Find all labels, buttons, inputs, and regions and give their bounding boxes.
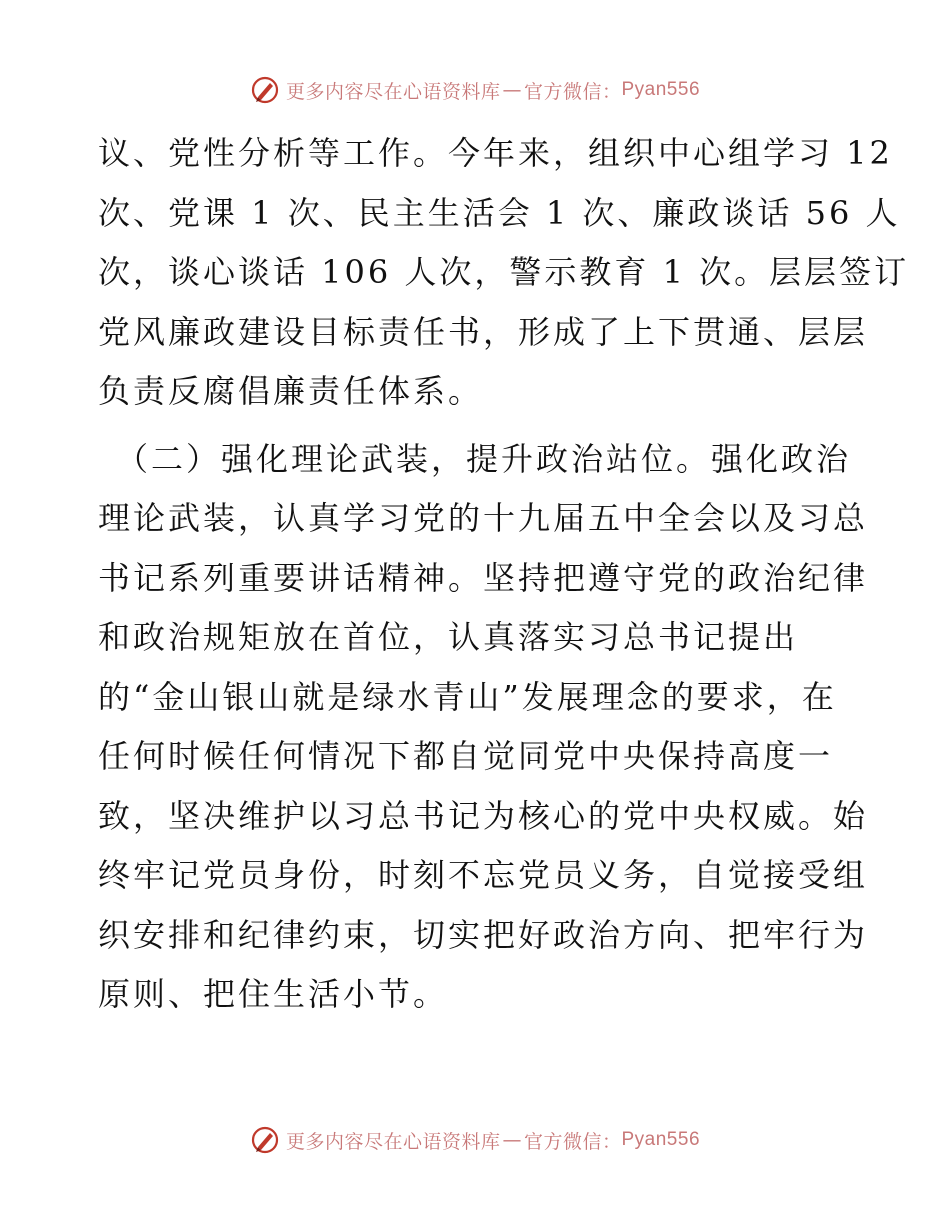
paragraph-line: 书记系列重要讲话精神。坚持把遵守党的政治纪律 bbox=[98, 558, 869, 597]
paragraph-line: 次、党课 1 次、民主生活会 1 次、廉政谈话 56 人 bbox=[98, 193, 901, 232]
banner-wechat-label: 官方微信： bbox=[523, 1130, 622, 1153]
paragraph-line: 和政治规矩放在首位，认真落实习总书记提出 bbox=[98, 618, 799, 656]
banner-wechat-id: Pyan556 bbox=[621, 1129, 701, 1150]
paragraph-line: 负责反腐倡廉责任体系。 bbox=[98, 372, 484, 410]
paragraph-line: 原则、把住生活小节。 bbox=[98, 975, 449, 1013]
document-body bbox=[98, 124, 910, 1025]
banner-text: 更多内容尽在心语资料库 bbox=[285, 1130, 501, 1153]
paragraph-line: 致，坚决维护以习总书记为核心的党中央权威。始 bbox=[98, 796, 869, 835]
paragraph-1 bbox=[98, 124, 910, 422]
section-heading-line: （二）强化理论武装，提升政治站位。强化政治 bbox=[116, 439, 852, 478]
paragraph-line: 党风廉政建设目标责任书，形成了上下贯通、层层 bbox=[98, 312, 869, 351]
red-pen-logo-icon bbox=[250, 1125, 280, 1155]
banner-wechat-label: 官方微信： bbox=[523, 80, 622, 103]
red-pen-logo-icon bbox=[250, 75, 280, 105]
header-banner bbox=[0, 70, 950, 110]
paragraph-line: 的“金山银山就是绿水青山”发展理念的要求，在 bbox=[98, 677, 837, 716]
paragraph-line: 任何时候任何情况下都自觉同党中央保持高度一 bbox=[98, 737, 834, 775]
banner-dash: — bbox=[502, 1129, 522, 1151]
paragraph-line: 次，谈心谈话 106 人次，警示教育 1 次。层层签订 bbox=[98, 253, 910, 291]
banner-wechat-id: Pyan556 bbox=[621, 79, 701, 100]
paragraph-line: 织安排和纪律约束，切实把好政治方向、把牢行为 bbox=[98, 915, 869, 954]
paragraph-2 bbox=[98, 430, 869, 1025]
banner-dash: — bbox=[502, 79, 522, 101]
paragraph-line: 理论武装，认真学习党的十九届五中全会以及习总 bbox=[98, 499, 869, 537]
paragraph-line: 议、党性分析等工作。今年来，组织中心组学习 12 bbox=[98, 134, 893, 172]
paragraph-line: 终牢记党员身份，时刻不忘党员义务，自觉接受组 bbox=[98, 856, 869, 894]
banner-text: 更多内容尽在心语资料库 bbox=[285, 80, 501, 103]
footer-banner bbox=[0, 1120, 950, 1160]
